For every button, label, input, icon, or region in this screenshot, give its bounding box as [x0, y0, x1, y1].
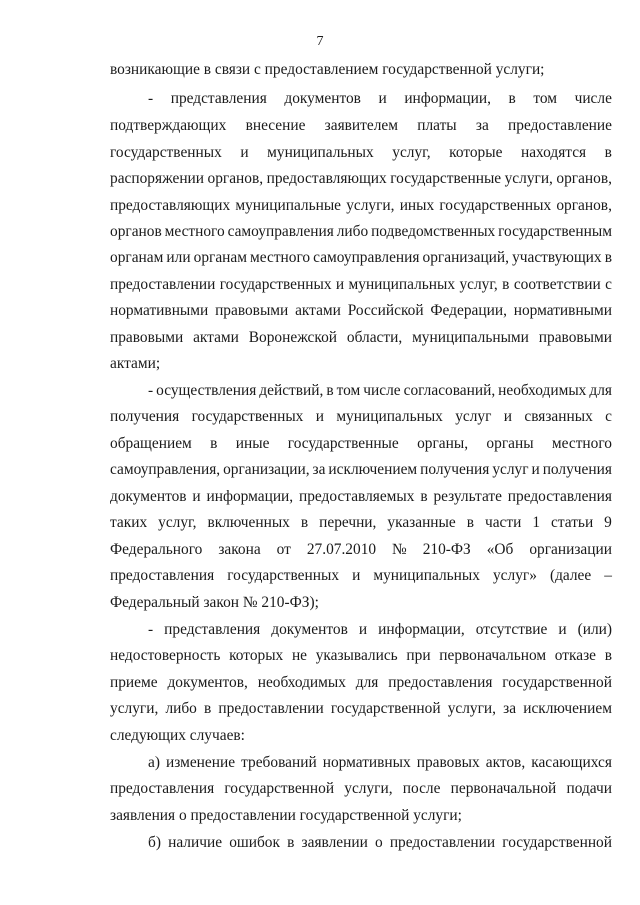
text-line: получения государственных и муниципальных услуг и связанных с: [110, 408, 612, 425]
text-line: приеме документов, необходимых для предоставления государственной: [110, 674, 612, 691]
text-line: недостоверность которых не указывались при первоначальном отказе в: [110, 647, 612, 664]
text-line: правовыми актами Воронежской области, муниципальными правовыми: [110, 329, 612, 346]
text-line: государственных и муниципальных услуг, которые находятся в: [110, 144, 612, 161]
text-line: следующих случаев:: [110, 727, 245, 744]
text-line: таких услуг, включенных в перечни, указанные в части 1 статьи 9: [110, 514, 612, 531]
text-line: распоряжении органов, предоставляющих государственные услуги, органов,: [110, 170, 612, 187]
text-line: предоставления государственных и муниципальных услуг» (далее –: [110, 567, 612, 584]
text-line: подтверждающих внесение заявителем платы за предоставление: [110, 117, 612, 134]
text-line: возникающие в связи с предоставлением государственной услуги;: [110, 61, 545, 78]
text-line: - представления документов и информации, отсутствие и (или): [148, 621, 612, 638]
text-line: самоуправления, организации, за исключением получения услуг и получения: [110, 461, 612, 478]
text-line: документов и информации, предоставляемых в результате предоставления: [110, 488, 612, 505]
text-line: - представления документов и информации, в том числе: [148, 90, 612, 107]
text-line: органам или органам местного самоуправления организаций, участвующих в: [110, 249, 612, 266]
text-line: Федерального закона от 27.07.2010 № 210-ФЗ «Об организации: [110, 541, 612, 558]
text-line: услуги, либо в предоставлении государственной услуги, за исключением: [110, 700, 612, 717]
text-line: нормативными правовыми актами Российской Федерации, нормативными: [110, 302, 612, 319]
text-line: Федеральный закон № 210-ФЗ);: [110, 594, 319, 611]
text-line: - осуществления действий, в том числе согласований, необходимых для: [148, 382, 612, 399]
text-line: обращением в иные государственные органы, органы местного: [110, 435, 612, 452]
text-line: предоставляющих муниципальные услуги, иных государственных органов,: [110, 197, 612, 214]
text-line: актами;: [110, 355, 161, 372]
text-line: органов местного самоуправления либо подведомственных государственным: [110, 223, 612, 240]
text-line: б) наличие ошибок в заявлении о предоставлении государственной: [148, 834, 612, 851]
text-line: заявления о предоставлении государственной услуги;: [110, 807, 462, 824]
text-line: а) изменение требований нормативных правовых актов, касающихся: [148, 754, 612, 771]
text-line: предоставлении государственных и муниципальных услуг, в соответствии с: [110, 276, 612, 293]
text-line: предоставления государственной услуги, после первоначальной подачи: [110, 780, 612, 797]
page-number: 7: [316, 34, 324, 49]
